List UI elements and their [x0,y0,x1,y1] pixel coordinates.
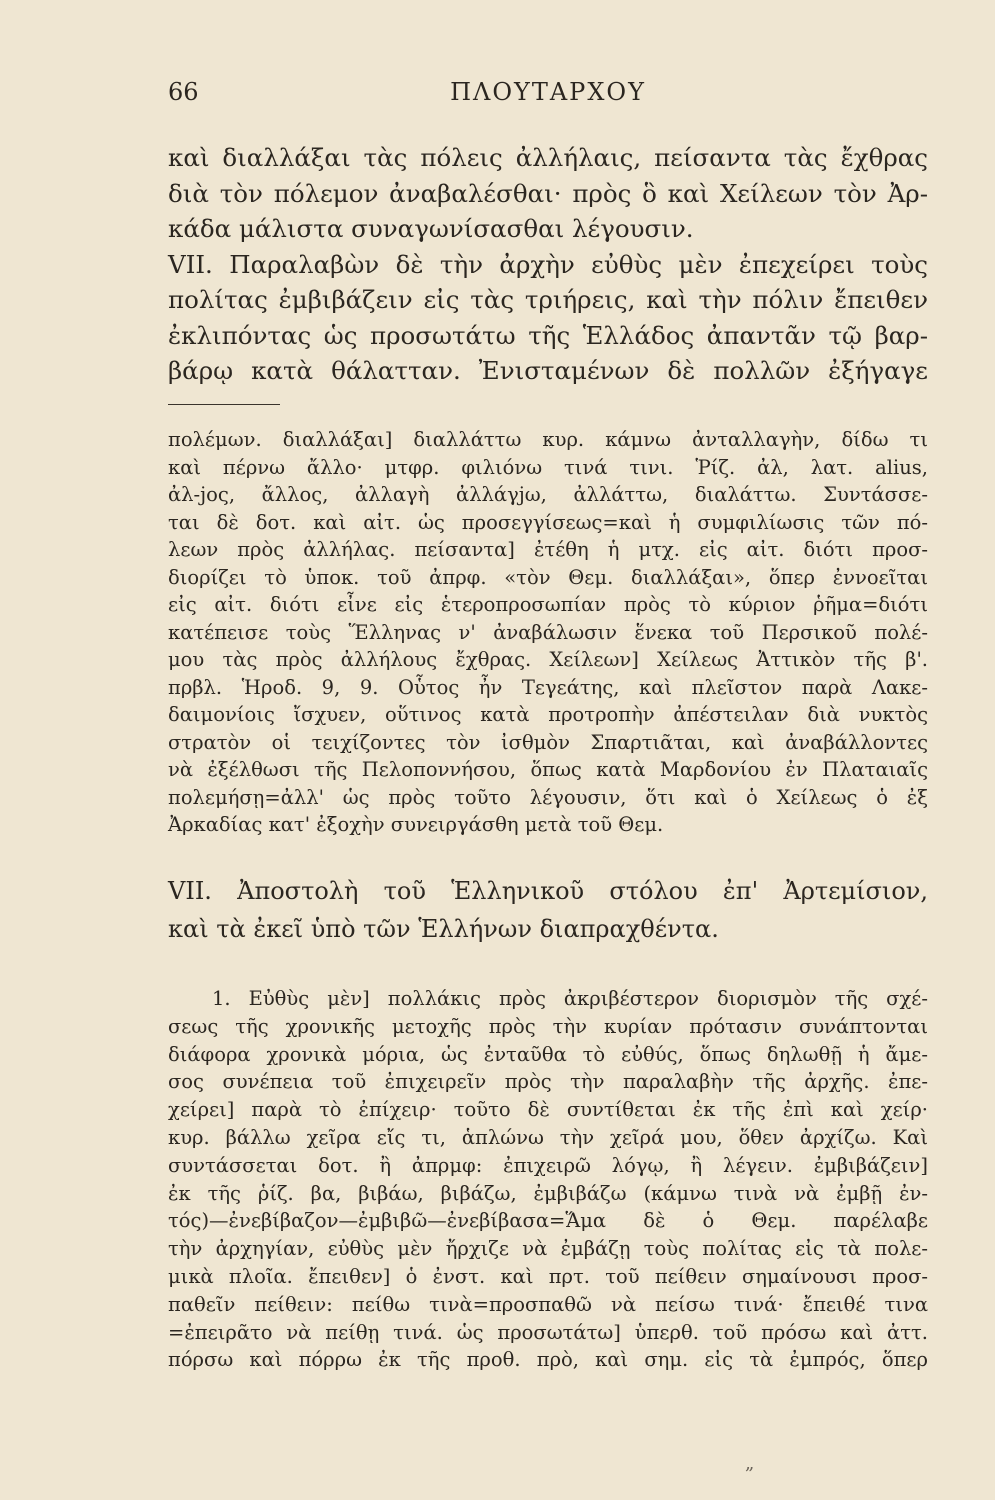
footnote-line: πολεμήσῃ=ἀλλ' ὡς πρὸς τοῦτο λέγουσιν, ὅτι καὶ ὁ Χείλεως ὁ ἐξ [168,785,928,809]
commentary-line: κυρ. βάλλω χεῖρα εἴς τι, ἁπλώνω τὴν χεῖρά μου, ὅθεν ἀρχίζω. Καὶ [168,1125,928,1149]
commentary [168,985,928,1374]
running-title: ΠΛΟΥΤΑΡΧΟΥ [450,78,646,106]
main-text-line: VII. Παραλαβὼν δὲ τὴν ἀρχὴν εὐθὺς μὲν ἐπεχείρει τοὺς [168,249,928,279]
footnote-line: δαιμονίοις ἴσχυεν, οὕτινος κατὰ προτροπὴν ἀπέστειλαν διὰ νυκτὸς [168,703,928,726]
footnote-line: ται δὲ δοτ. καὶ αἰτ. ὡς προσεγγίσεως=καὶ ἡ συμφιλίωσις τῶν πό- [168,510,928,534]
page-number: 66 [168,78,199,106]
commentary-line: σος συνέπεια τοῦ ἐπιχειρεῖν πρὸς τὴν παραλαβὴν τῆς ἀρχῆς. ἐπε- [168,1070,928,1094]
footnote-line: λεων πρὸς ἀλλήλας. πείσαντα] ἐτέθη ἡ μτχ. εἰς αἰτ. διότι προσ- [168,538,928,561]
commentary-line: μικὰ πλοῖα. ἔπειθεν] ὁ ἐνστ. καὶ πρτ. τοῦ πείθειν σημαίνουσι προσ- [168,1264,928,1288]
main-text-line: πολίτας ἐμβιβάζειν εἰς τὰς τριήρεις, καὶ τὴν πόλιν ἔπειθεν [168,285,928,314]
footnote-line: στρατὸν οἱ τειχίζοντες τὸν ἰσθμὸν Σπαρτιᾶται, καὶ ἀναβάλλοντες [168,730,928,754]
main-text-line: καὶ διαλλάξαι τὰς πόλεις ἀλλήλαις, πείσαντα τὰς ἔχθρας [168,143,928,172]
main-text-line: ἐκλιπόντας ὡς προσωτάτω τῆς Ἑλλάδος ἀπαντᾶν τῷ βαρ- [168,320,928,350]
main-text [168,140,928,389]
footnote-line: εἰς αἰτ. διότι εἶνε εἰς ἑτεροπροσωπίαν πρὸς τὸ κύριον ῥῆμα=διότι [168,593,928,616]
commentary-line: χείρει] παρὰ τὸ ἐπίχειρ· τοῦτο δὲ συντίθεται ἐκ τῆς ἐπὶ καὶ χείρ· [168,1098,928,1122]
commentary-line: συντάσσεται δοτ. ἢ ἀπρμφ: ἐπιχειρῶ λόγῳ, ἢ λέγειν. ἐμβιβάζειν] [168,1153,928,1177]
section-heading [168,872,928,948]
main-text-line: βάρῳ κατὰ θάλατταν. Ἐνισταμένων δὲ πολλῶν ἐξήγαγε [168,356,928,385]
footnote-line: διορίζει τὸ ὑποκ. τοῦ ἀπρφ. «τὸν Θεμ. διαλλάξαι», ὅπερ ἐννοεῖται [168,565,928,589]
section-heading-line: VII. Ἀποστολὴ τοῦ Ἑλληνικοῦ στόλου ἐπ' Ἀρτεμίσιον, [168,877,928,905]
footer-mark: „ [745,1453,755,1474]
commentary-line: παθεῖν πείθειν: πείθω τινὰ=προσπαθῶ νὰ πείσω τινά· ἔπειθέ τινα [168,1292,928,1316]
footnote-line: πολέμων. διαλλάξαι] διαλλάττω κυρ. κάμνω ἀνταλλαγὴν, δίδω τι [168,428,928,451]
footnotes [168,426,928,839]
commentary-line: ἐκ τῆς ῥίζ. βα, βιβάω, βιβάζω, ἐμβιβάζω (κάμνω τινὰ νὰ ἐμβῇ ἐν- [168,1181,928,1205]
commentary-line: τός)—ἐνεβίβαζον—ἐμβιβῶ—ἐνεβίβασα=Ἅμα δὲ ὁ Θεμ. παρέλαβε [168,1209,928,1233]
footnote-line: πρβλ. Ἡροδ. 9, 9. Οὗτος ἦν Τεγεάτης, καὶ πλεῖστον παρὰ Λακε- [168,675,928,699]
commentary-line: πόρσω καὶ πόρρω ἐκ τῆς προθ. πρὸ, καὶ σημ. εἰς τὰ ἐμπρός, ὅπερ [168,1348,928,1372]
footnote-line: καὶ πέρνω ἄλλο· μτφρ. φιλιόνω τινά τινι. Ῥίζ. ἀλ, λατ. alius, [168,455,928,479]
footnote-line: μου τὰς πρὸς ἀλλήλους ἔχθρας. Χείλεων] Χείλεως Ἀττικὸν τῆς β'. [168,648,928,671]
main-text-line: κάδα μάλιστα συναγωνίσασθαι λέγουσιν. [168,214,694,243]
section-heading-line: καὶ τὰ ἐκεῖ ὑπὸ τῶν Ἑλλήνων διαπραχθέντα. [168,915,719,943]
commentary-line: σεως τῆς χρονικῆς μετοχῆς πρὸς τὴν κυρίαν πρότασιν συνάπτονται [168,1014,928,1038]
footnote-line: κατέπεισε τοὺς Ἕλληνας ν' ἀναβάλωσιν ἕνεκα τοῦ Περσικοῦ πολέ- [168,620,928,644]
commentary-line: =ἐπειρᾶτο νὰ πείθῃ τινά. ὡς προσωτάτω] ὑπερθ. τοῦ πρόσω καὶ ἀττ. [168,1320,928,1344]
footnote-line: Ἀρκαδίας κατ' ἐξοχὴν συνειργάσθη μετὰ τοῦ Θεμ. [168,813,664,836]
footnote-line: νὰ ἐξέλθωσι τῆς Πελοποννήσου, ὅπως κατὰ Μαρδονίου ἐν Πλαταιαῖς [168,758,928,781]
page-header [168,78,928,118]
footnote-line: ἀλ-jος, ἄλλος, ἀλλαγὴ ἀλλάγjω, ἀλλάττω, διαλάττω. Συντάσσε- [168,483,928,506]
footnote-divider [168,404,280,405]
commentary-line: τὴν ἀρχηγίαν, εὐθὺς μὲν ἤρχιζε νὰ ἐμβάζῃ τοὺς πολίτας εἰς τὰ πολε- [168,1237,928,1261]
commentary-line: διάφορα χρονικὰ μόρια, ὡς ἐνταῦθα τὸ εὐθύς, ὅπως δηλωθῇ ἡ ἄμε- [168,1042,928,1066]
commentary-line: 1. Εὐθὺς μὲν] πολλάκις πρὸς ἀκριβέστερον διορισμὸν τῆς σχέ- [212,987,928,1010]
main-text-line: διὰ τὸν πόλεμον ἀναβαλέσθαι· πρὸς ὃ καὶ Χείλεων τὸν Ἀρ- [168,178,928,208]
